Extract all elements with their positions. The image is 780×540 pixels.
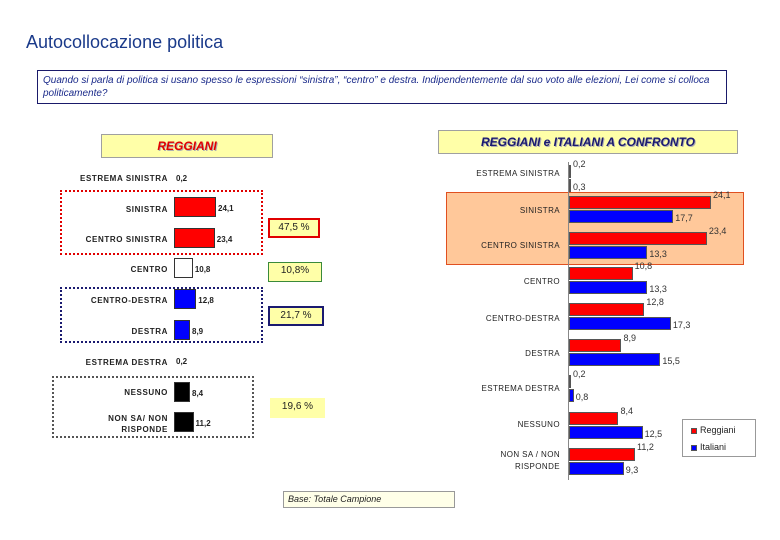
right-bar-italiani-6 [569,389,574,402]
right-value-italiani-0: 0,3 [573,182,586,192]
right-bar-reggiani-6 [569,375,571,388]
right-value-reggiani-0: 0,2 [573,159,586,169]
right-bar-reggiani-3 [569,267,633,280]
legend-label-reggiani: Reggiani [700,425,736,435]
base-note: Base: Totale Campione [283,491,455,508]
right-label-estrema-sinistra: ESTREMA SINISTRA [476,169,560,178]
question-box: Quando si parla di politica si usano spesso le espressioni “sinistra”, “centro” e destra. Indipendentemente dal suo voto alle elezioni, Lei come si colloca politicamente? [37,70,727,104]
right-value-italiani-4: 17,3 [672,320,691,330]
right-bar-italiani-3 [569,281,647,294]
right-value-italiani-3: 13,3 [649,284,667,294]
left-label-centro-destra: CENTRO-DESTRA [90,296,168,305]
right-bar-reggiani-5 [569,339,621,352]
right-value-reggiani-1: 24,1 [713,190,731,200]
left-label-centro: CENTRO [130,265,168,274]
left-value-4: 12,8 [198,296,214,305]
right-label-centro-sinistra: CENTRO SINISTRA [481,241,560,250]
right-bar-reggiani-7 [569,412,618,425]
right-chart-header: REGGIANI e ITALIANI A CONFRONTO [438,130,738,154]
left-bar-4 [174,289,196,309]
right-value-italiani-6: 0,8 [575,392,589,402]
right-label-nessuno: NESSUNO [517,420,560,429]
left-group-box [60,190,263,255]
right-bar-italiani-5 [569,353,660,366]
right-bar-reggiani-4 [569,303,644,316]
left-value-2: 23,4 [216,235,233,244]
right-bar-reggiani-8 [569,448,635,461]
right-bar-italiani-7 [569,426,643,439]
right-value-reggiani-3: 10,8 [634,261,653,271]
page-title: Autocollocazione politica [26,32,224,52]
legend-item-italiani [691,442,726,452]
left-label-nessuno: NESSUNO [124,388,168,397]
right-value-reggiani-7: 8,4 [620,406,633,416]
right-value-reggiani-5: 8,9 [623,333,636,343]
right-label-centro: CENTRO [523,277,560,286]
left-bar-5 [174,320,190,340]
left-group-total: 47,5 % [268,218,320,238]
left-label-centro-sinistra: CENTRO SINISTRA [85,235,168,244]
legend-swatch-reggiani [691,428,697,434]
legend-label-italiani: Italiani [700,442,727,452]
left-label-estrema-destra: ESTREMA DESTRA [85,358,168,367]
left-label-non-sa: NON SA/ NON RISPONDE [108,414,168,434]
left-value-5: 8,9 [192,327,204,336]
left-bar-7 [174,382,190,402]
right-bar-italiani-1 [569,210,673,223]
left-value-3: 10,8 [194,265,211,274]
right-value-reggiani-4: 12,8 [646,297,664,307]
left-value-1: 24,1 [218,204,234,213]
right-label-centro-destra: CENTRO-DESTRA [485,314,560,323]
right-value-italiani-7: 12,5 [644,429,663,439]
right-label-destra: DESTRA [525,349,560,358]
right-value-reggiani-8: 11,2 [636,442,654,452]
right-bar-italiani-8 [569,462,624,475]
left-label-estrema-sinistra: ESTREMA SINISTRA [80,174,168,183]
left-chart-header: REGGIANI [101,134,273,158]
chart-legend [682,419,756,457]
right-bar-italiani-4 [569,317,671,330]
right-label-estrema-destra: ESTREMA DESTRA [481,384,560,393]
left-bar-1 [174,197,216,217]
right-bar-italiani-2 [569,246,647,259]
left-value-7: 8,4 [192,389,204,398]
none-group-total: 19,6 % [270,398,325,418]
right-bar-reggiani-1 [569,196,711,209]
right-label-non-sa: NON SA / NON RISPONDE [500,450,560,471]
centro-total: 10,8% [268,262,322,282]
left-bar-3 [174,258,193,278]
right-value-italiani-8: 9,3 [625,465,639,475]
left-bar-8 [174,412,194,432]
right-bar-italiani-0 [569,179,571,192]
right-value-italiani-2: 13,3 [649,249,667,259]
right-bar-reggiani-0 [569,165,571,178]
right-value-italiani-1: 17,7 [675,213,693,223]
right-label-sinistra: SINISTRA [519,206,560,215]
right-value-italiani-5: 15,5 [662,356,680,366]
right-value-reggiani-6: 0,2 [573,369,586,379]
left-value-0: 0,2 [176,174,188,183]
left-value-6: 0,2 [176,357,188,366]
legend-item-reggiani [691,425,736,435]
left-label-sinistra: SINISTRA [125,205,168,214]
left-label-destra: DESTRA [131,327,168,336]
legend-swatch-italiani [691,445,697,451]
center-right-group-total: 21,7 % [268,306,324,326]
left-bar-2 [174,228,215,248]
right-value-reggiani-2: 23,4 [708,226,727,236]
right-bar-reggiani-2 [569,232,707,245]
left-value-8: 11,2 [195,419,211,428]
